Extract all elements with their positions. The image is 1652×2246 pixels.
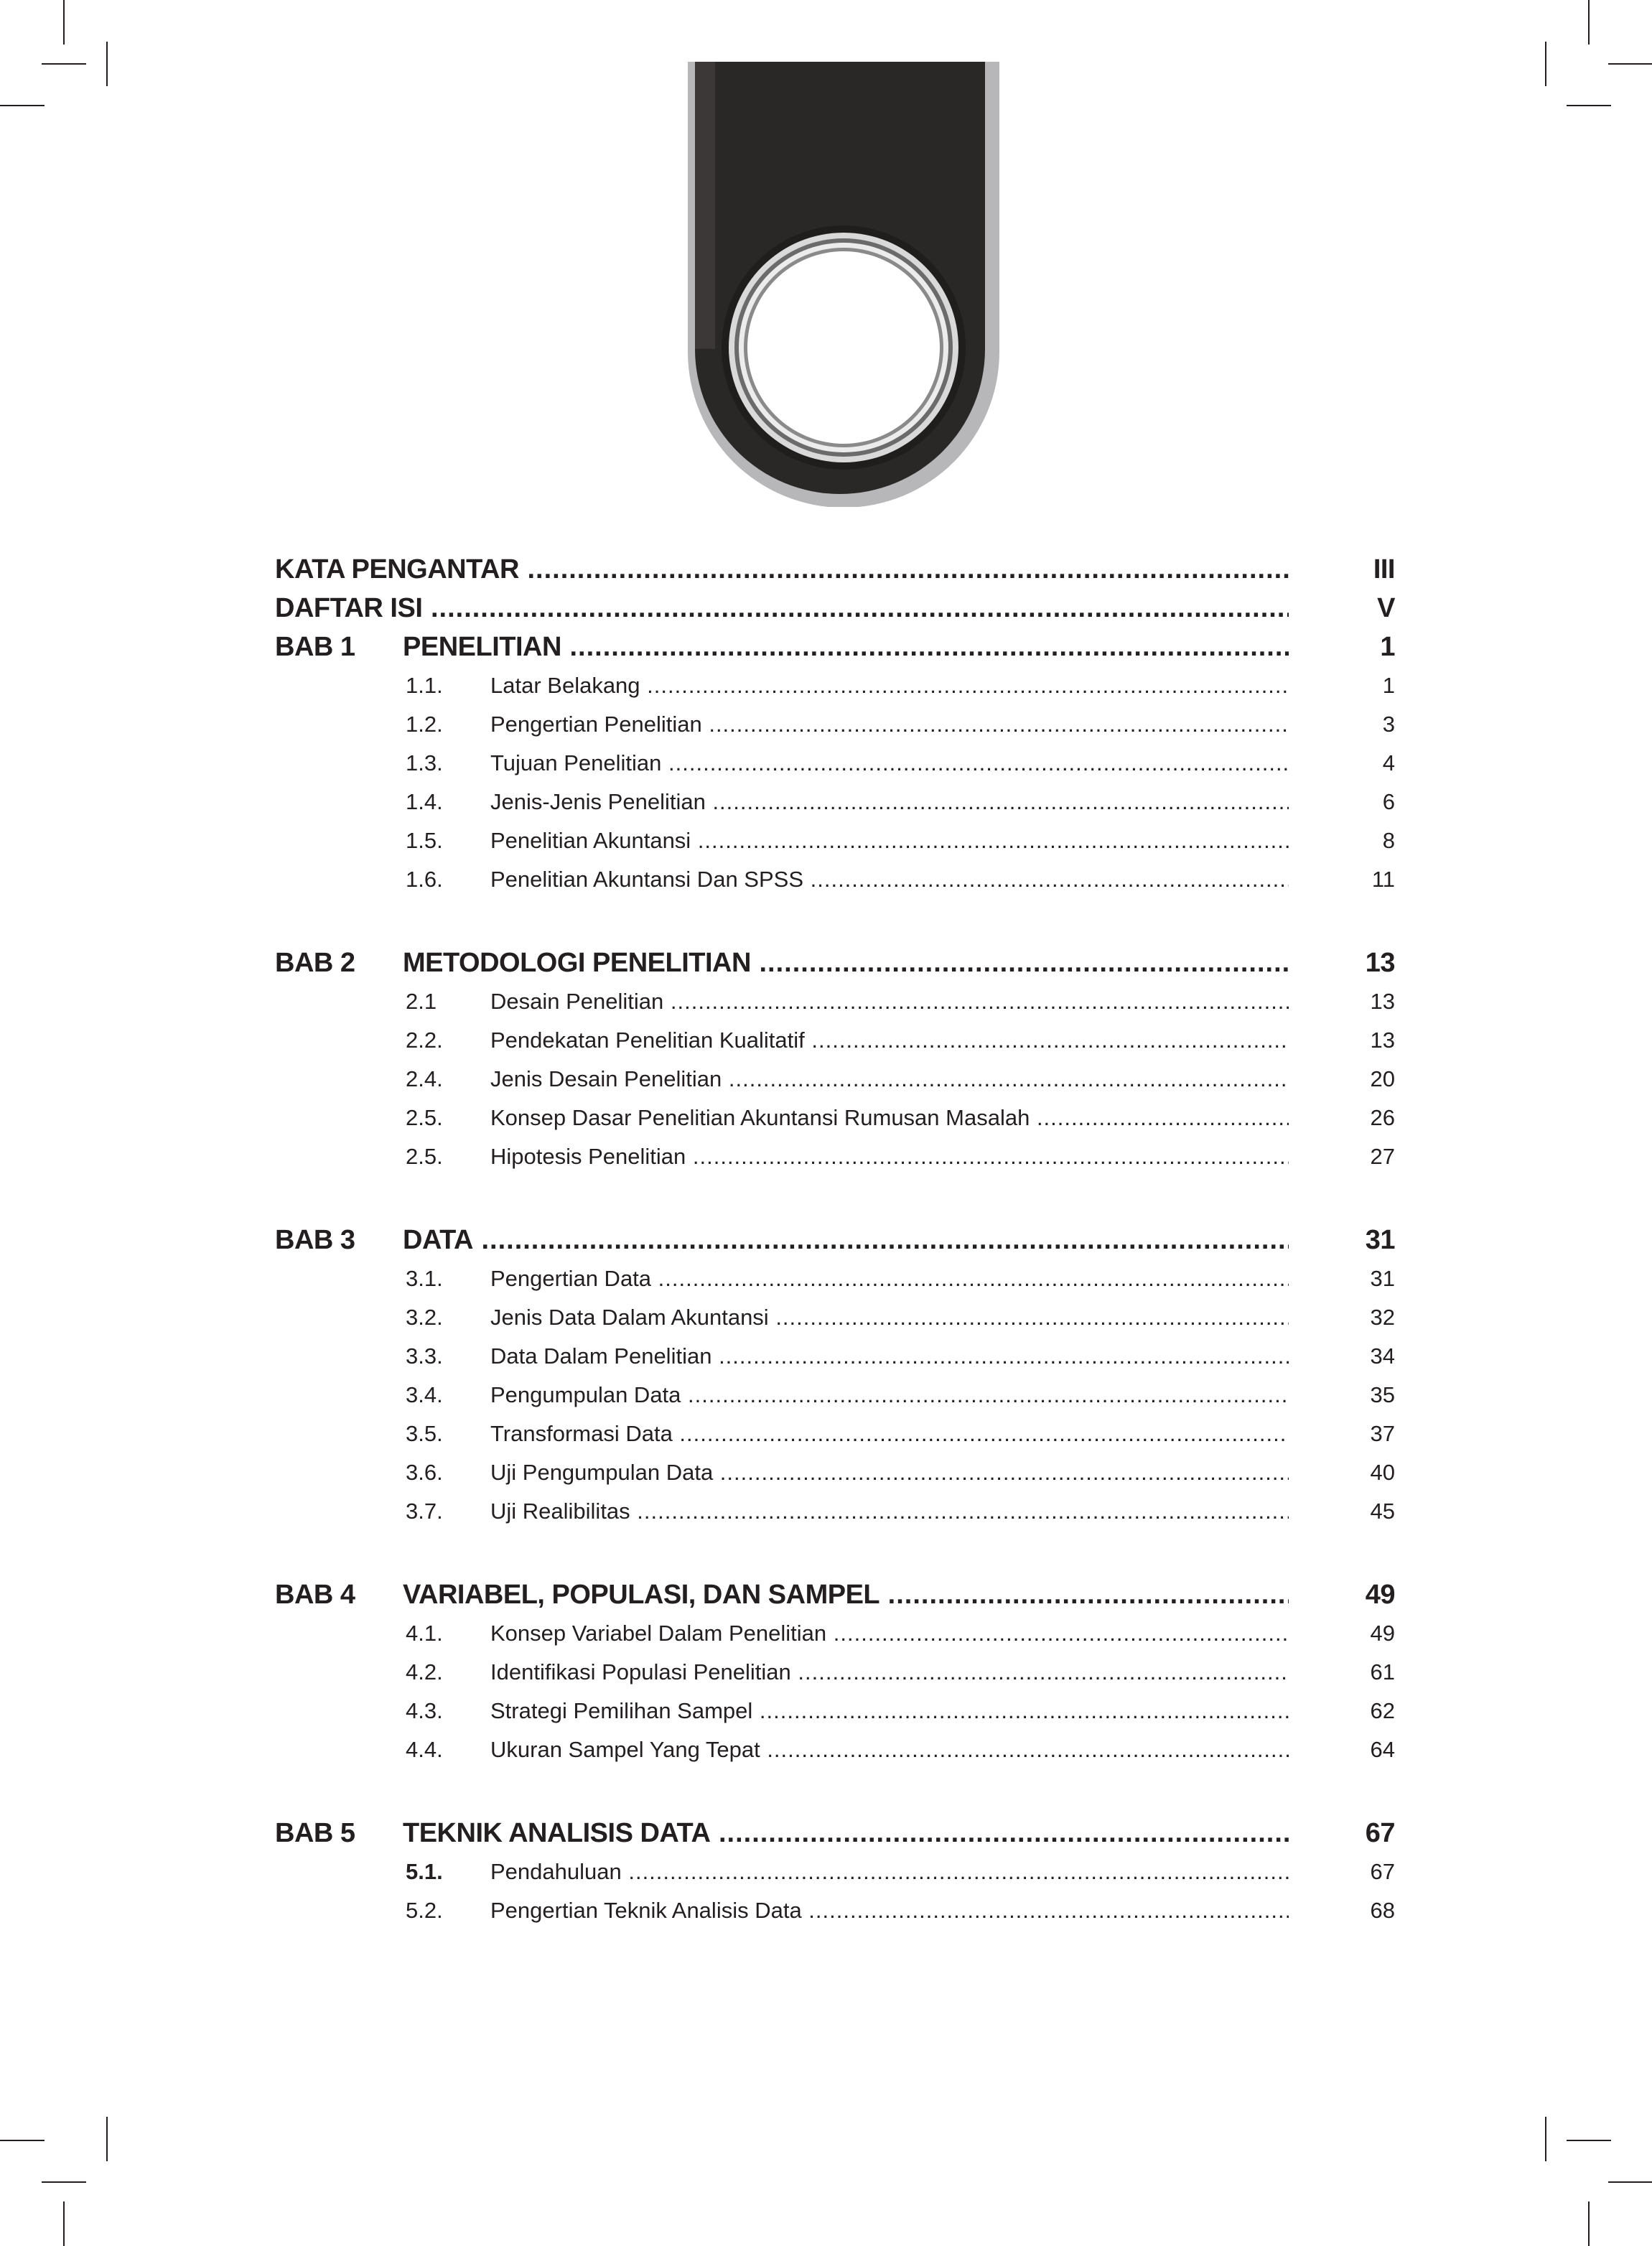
- section-title: Pengertian Data .....: [490, 1259, 1289, 1298]
- section-title: Konsep Dasar Penelitian Akuntansi Rumusan Masalah .....: [490, 1099, 1289, 1137]
- chapter-title: PENELITIAN .....: [403, 628, 1289, 666]
- toc-section-entry[interactable]: [275, 1376, 1395, 1415]
- toc-page-number: III: [1373, 554, 1395, 584]
- toc-section-entry[interactable]: [275, 666, 1395, 705]
- section-title: Ukuran Sampel Yang Tepat .....: [490, 1730, 1289, 1769]
- section-title: Uji Realibilitas .....: [490, 1492, 1289, 1531]
- toc-chapter-entry[interactable]: [275, 1575, 1395, 1614]
- section-title: Jenis Data Dalam Akuntansi .....: [490, 1298, 1289, 1337]
- crop-mark: [1588, 0, 1590, 45]
- section-number: 2.1: [406, 989, 437, 1014]
- crop-mark: [42, 2181, 86, 2183]
- section-title: Konsep Variabel Dalam Penelitian .....: [490, 1614, 1289, 1653]
- toc-page-number: 13: [1365, 948, 1395, 978]
- toc-page-number: 62: [1370, 1698, 1395, 1723]
- crop-mark: [0, 2140, 45, 2141]
- chapter-spacer: [275, 899, 1395, 943]
- section-number: 2.2.: [406, 1028, 443, 1053]
- crop-mark: [106, 2117, 108, 2161]
- toc-entry-title: KATA PENGANTAR .....: [275, 550, 1289, 589]
- chapter-title: DATA .....: [403, 1221, 1289, 1259]
- toc-page-number: 67: [1365, 1818, 1395, 1848]
- section-number: 3.7.: [406, 1499, 443, 1524]
- toc-section-entry[interactable]: [275, 1853, 1395, 1891]
- crop-mark: [1545, 2117, 1546, 2161]
- toc-section-entry[interactable]: [275, 860, 1395, 899]
- section-title: Data Dalam Penelitian .....: [490, 1337, 1289, 1376]
- chapter-label: BAB 1: [275, 632, 355, 662]
- toc-page-number: 27: [1370, 1144, 1395, 1169]
- section-title: Tujuan Penelitian .....: [490, 744, 1289, 783]
- crop-mark: [1567, 2140, 1611, 2141]
- toc-chapter-entry[interactable]: [275, 1814, 1395, 1853]
- section-title: Penelitian Akuntansi .....: [490, 821, 1289, 860]
- section-number: 5.2.: [406, 1898, 443, 1923]
- toc-page-number: 49: [1370, 1621, 1395, 1646]
- toc-page-number: 1: [1380, 632, 1395, 662]
- toc-front-entry[interactable]: [275, 550, 1395, 589]
- toc-section-entry[interactable]: [275, 1021, 1395, 1060]
- toc-section-entry[interactable]: [275, 1653, 1395, 1692]
- section-number: 3.2.: [406, 1305, 443, 1330]
- toc-section-entry[interactable]: [275, 1492, 1395, 1531]
- crop-mark: [63, 0, 65, 45]
- section-title: Uji Pengumpulan Data .....: [490, 1453, 1289, 1492]
- section-number: 1.5.: [406, 828, 443, 853]
- toc-page-number: 45: [1370, 1499, 1395, 1524]
- toc-page-number: 26: [1370, 1105, 1395, 1130]
- toc-page-number: 35: [1370, 1382, 1395, 1407]
- section-title: Pengumpulan Data .....: [490, 1376, 1289, 1415]
- toc-page-number: 61: [1370, 1659, 1395, 1684]
- chapter-spacer: [275, 1769, 1395, 1814]
- section-number: 3.3.: [406, 1343, 443, 1369]
- chapter-label: BAB 2: [275, 948, 355, 978]
- toc-page-number: 40: [1370, 1460, 1395, 1485]
- toc-section-entry[interactable]: [275, 982, 1395, 1021]
- section-number: 1.2.: [406, 712, 443, 737]
- toc-section-entry[interactable]: [275, 1259, 1395, 1298]
- toc-chapter-entry[interactable]: [275, 628, 1395, 666]
- toc-page-number: 37: [1370, 1421, 1395, 1446]
- toc-page-number: 13: [1370, 989, 1395, 1014]
- crop-mark: [1588, 2201, 1590, 2246]
- section-title: Hipotesis Penelitian .....: [490, 1137, 1289, 1176]
- toc-section-entry[interactable]: [275, 1137, 1395, 1176]
- section-number: 1.6.: [406, 867, 443, 892]
- toc-section-entry[interactable]: [275, 705, 1395, 744]
- section-number: 1.1.: [406, 673, 443, 698]
- section-number: 1.4.: [406, 789, 443, 814]
- crop-mark: [1567, 105, 1611, 106]
- crop-mark: [0, 105, 45, 106]
- section-title: Jenis Desain Penelitian .....: [490, 1060, 1289, 1099]
- section-title: Identifikasi Populasi Penelitian .....: [490, 1653, 1289, 1692]
- toc-page-number: 3: [1382, 712, 1395, 737]
- toc-page-number: V: [1377, 593, 1395, 623]
- toc-section-entry[interactable]: [275, 821, 1395, 860]
- toc-page-number: 20: [1370, 1066, 1395, 1091]
- crop-mark: [1608, 2181, 1652, 2183]
- toc-page-number: 32: [1370, 1305, 1395, 1330]
- toc-section-entry[interactable]: [275, 1415, 1395, 1453]
- chapter-spacer: [275, 1176, 1395, 1221]
- section-number: 3.1.: [406, 1266, 443, 1291]
- toc-section-entry[interactable]: [275, 1298, 1395, 1337]
- crop-mark: [106, 42, 108, 86]
- section-number: 1.3.: [406, 750, 443, 775]
- toc-section-entry[interactable]: [275, 1337, 1395, 1376]
- toc-page-number: 49: [1365, 1580, 1395, 1610]
- section-number: 3.6.: [406, 1460, 443, 1485]
- crop-mark: [42, 63, 86, 65]
- chapter-spacer: [275, 1531, 1395, 1575]
- toc-front-entry[interactable]: [275, 589, 1395, 628]
- toc-section-entry[interactable]: [275, 1730, 1395, 1769]
- toc-page-number: 11: [1371, 867, 1395, 892]
- toc-section-entry[interactable]: [275, 1891, 1395, 1930]
- section-number: 2.5.: [406, 1105, 443, 1130]
- section-number: 4.3.: [406, 1698, 443, 1723]
- section-title: Penelitian Akuntansi Dan SPSS .....: [490, 860, 1289, 899]
- chapter-title: TEKNIK ANALISIS DATA .....: [403, 1814, 1289, 1853]
- section-title: Pendekatan Penelitian Kualitatif .....: [490, 1021, 1289, 1060]
- toc-page-number: 68: [1370, 1898, 1395, 1923]
- toc-section-entry[interactable]: [275, 1614, 1395, 1653]
- crop-mark: [63, 2201, 65, 2246]
- section-title: Desain Penelitian .....: [490, 982, 1289, 1021]
- section-title: Pendahuluan .....: [490, 1853, 1289, 1891]
- toc-section-entry[interactable]: [275, 1060, 1395, 1099]
- chapter-title: METODOLOGI PENELITIAN .....: [403, 943, 1289, 982]
- toc-page-number: 13: [1370, 1028, 1395, 1053]
- decorative-tab-emblem: [688, 62, 999, 507]
- toc-chapter-entry[interactable]: [275, 943, 1395, 982]
- section-title: Transformasi Data .....: [490, 1415, 1289, 1453]
- toc-section-entry[interactable]: [275, 1692, 1395, 1730]
- crop-mark: [1608, 63, 1652, 65]
- toc-page-number: 64: [1370, 1737, 1395, 1762]
- table-of-contents: [275, 550, 1395, 1930]
- toc-section-entry[interactable]: [275, 783, 1395, 821]
- toc-page-number: 34: [1370, 1343, 1395, 1369]
- section-number: 2.5.: [406, 1144, 443, 1169]
- toc-page-number: 6: [1382, 789, 1395, 814]
- section-number: 4.1.: [406, 1621, 443, 1646]
- section-number: 2.4.: [406, 1066, 443, 1091]
- toc-page-number: 31: [1365, 1225, 1395, 1255]
- section-title: Pengertian Teknik Analisis Data .....: [490, 1891, 1289, 1930]
- chapter-label: BAB 5: [275, 1818, 355, 1848]
- section-title: Pengertian Penelitian .....: [490, 705, 1289, 744]
- toc-section-entry[interactable]: [275, 744, 1395, 783]
- toc-page-number: 31: [1370, 1266, 1395, 1291]
- toc-chapter-entry[interactable]: [275, 1221, 1395, 1259]
- section-number: 5.1.: [406, 1859, 443, 1884]
- toc-section-entry[interactable]: [275, 1099, 1395, 1137]
- toc-entry-title: DAFTAR ISI .....: [275, 589, 1289, 628]
- crop-mark: [1545, 42, 1546, 86]
- section-title: Jenis-Jenis Penelitian .....: [490, 783, 1289, 821]
- chapter-label: BAB 4: [275, 1580, 355, 1610]
- section-title: Strategi Pemilihan Sampel .....: [490, 1692, 1289, 1730]
- chapter-title: VARIABEL, POPULASI, DAN SAMPEL .....: [403, 1575, 1289, 1614]
- toc-page-number: 1: [1382, 673, 1395, 698]
- toc-page-number: 8: [1382, 828, 1395, 853]
- section-number: 4.4.: [406, 1737, 443, 1762]
- toc-page-number: 4: [1382, 750, 1395, 775]
- section-number: 4.2.: [406, 1659, 443, 1684]
- chapter-label: BAB 3: [275, 1225, 355, 1255]
- section-number: 3.4.: [406, 1382, 443, 1407]
- toc-page-number: 67: [1370, 1859, 1395, 1884]
- section-title: Latar Belakang .....: [490, 666, 1289, 705]
- section-number: 3.5.: [406, 1421, 443, 1446]
- toc-section-entry[interactable]: [275, 1453, 1395, 1492]
